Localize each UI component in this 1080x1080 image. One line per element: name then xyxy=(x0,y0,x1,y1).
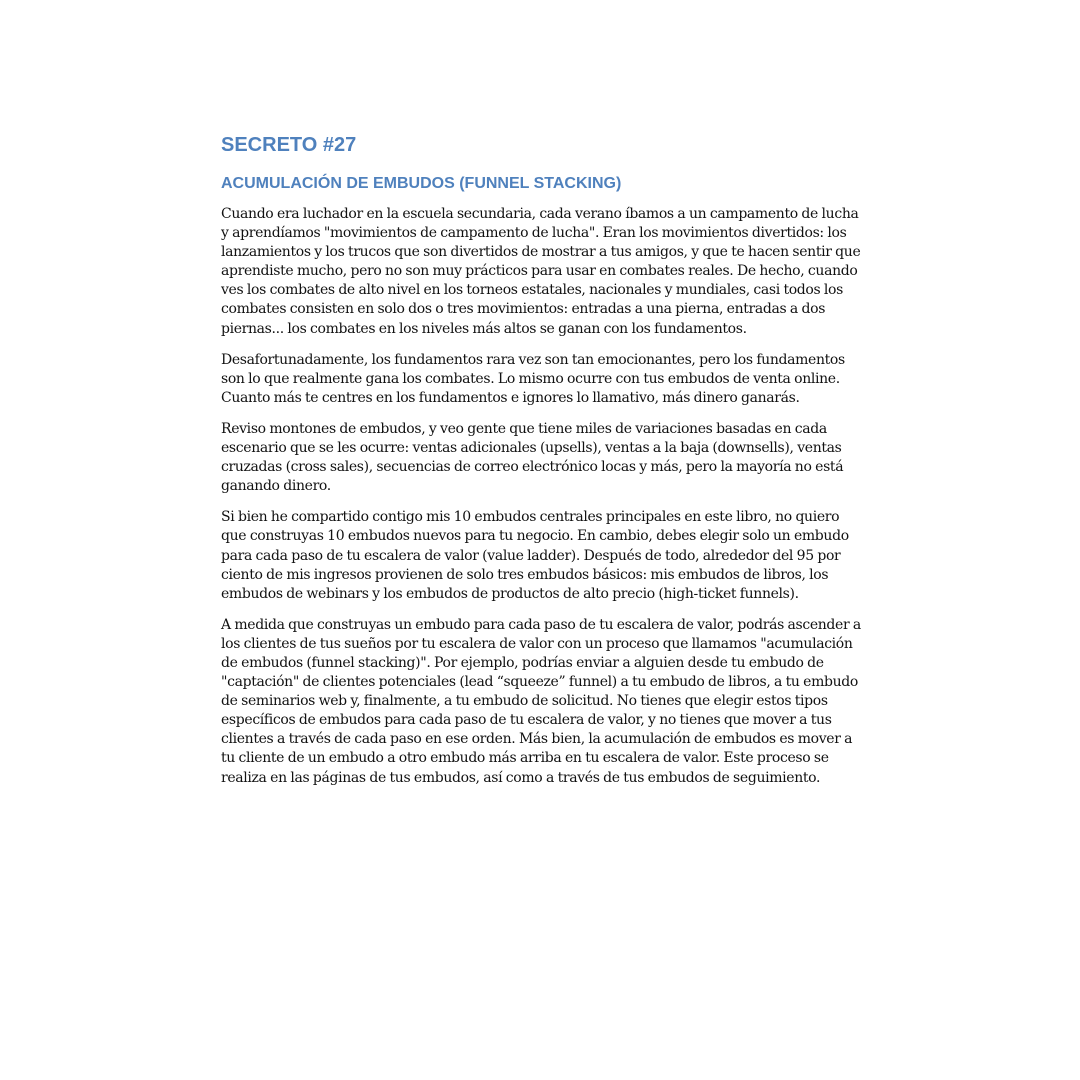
secret-number-heading: SECRETO #27 xyxy=(221,134,357,156)
paragraph: Desafortunadamente, los fundamentos rara vez son tan emocionantes, pero los fundamentos son lo que realmente gana los combates. Lo mismo ocurre con tus embudos de venta online. Cuanto más te centres en los fundamentos e ignores lo llamativo, más dinero ganarás. xyxy=(221,351,845,406)
paragraph: A medida que construyas un embudo para cada paso de tu escalera de valor, podrás ascender a los clientes de tus sueños por tu escalera de valor con un proceso que llamamos "acumulación de embudos (funnel stacking)". Por ejemplo, podrías enviar a alguien desde tu embudo de "captación" de clientes potenciales (lead “squeeze” funnel) a tu embudo de libros, a tu embudo de seminarios web y, finalmente, a tu embudo de solicitud. No tienes que elegir estos tipos específicos de embudos para cada paso de tu escalera de valor, y no tienes que mover a tus clientes a través de cada paso en ese orden. Más bien, la acumulación de embudos es mover a tu cliente de un embudo a otro embudo más arriba en tu escalera de valor. Este proceso se realiza en las páginas de tus embudos, así como a través de tus embudos de seguimiento. xyxy=(221,616,861,786)
paragraph: Si bien he compartido contigo mis 10 embudos centrales principales en este libro, no quiero que construyas 10 embudos nuevos para tu negocio. En cambio, debes elegir solo un embudo para cada paso de tu escalera de valor (value ladder). Después de todo, alrededor del 95 por ciento de mis ingresos provienen de solo tres embudos básicos: mis embudos de libros, los embudos de webinars y los embudos de productos de alto precio (high-ticket funnels). xyxy=(221,509,849,602)
paragraph: Reviso montones de embudos, y veo gente que tiene miles de variaciones basadas en cada escenario que se les ocurre: ventas adicionales (upsells), ventas a la baja (downsells), ventas cruzadas (cross sales), secuencias de correo electrónico locas y más, pero la mayoría no está ganando dinero. xyxy=(221,420,844,495)
paragraph: Cuando era luchador en la escuela secundaria, cada verano íbamos a un campamento de lucha y aprendíamos "movimientos de campamento de lucha". Eran los movimientos divertidos: los lanzamientos y los trucos que son divertidos de mostrar a tus amigos, y que te hacen sentir que aprendiste mucho, pero no son muy prácticos para usar en combates reales. De hecho, cuando ves los combates de alto nivel en los torneos estatales, nacionales y mundiales, casi todos los combates consisten en solo dos o tres movimientos: entradas a una pierna, entradas a dos piernas... los combates en los niveles más altos se ganan con los fundamentos. xyxy=(221,206,861,337)
chapter-title: ACUMULACIÓN DE EMBUDOS (FUNNEL STACKING) xyxy=(221,175,622,192)
body-text xyxy=(221,205,861,788)
document-page xyxy=(221,131,861,800)
